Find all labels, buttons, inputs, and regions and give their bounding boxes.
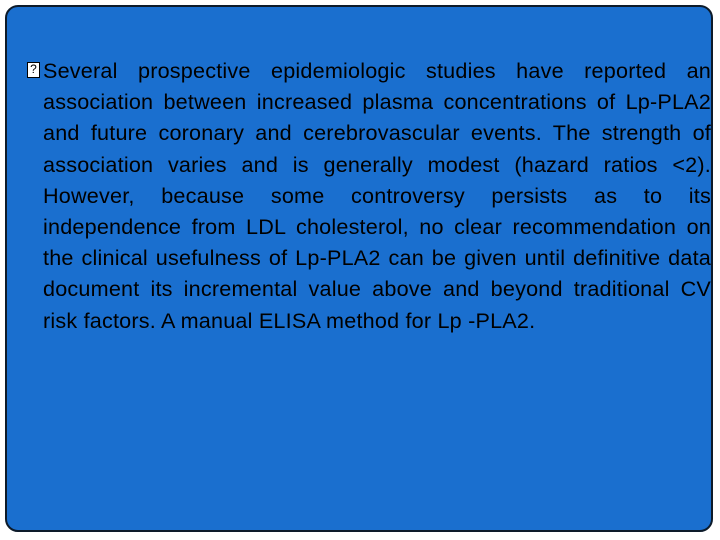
slide-panel xyxy=(5,5,713,532)
bullet-paragraph xyxy=(39,55,711,336)
missing-glyph-box-icon xyxy=(27,62,40,78)
paragraph-text: Several prospective epidemiologic studies have reported an association between increased plasma concentrations of Lp-PLA2 and future coronary and cerebrovascular events. The strength of association varies and is generally modest (hazard ratios <2). However, because some controversy persists as to its independence from LDL cholesterol, no clear recommendation on the clinical usefulness of Lp-PLA2 can be given until definitive data document its incremental value above and beyond traditional CV risk factors. A manual ELISA method for Lp -PLA2. xyxy=(43,58,711,333)
